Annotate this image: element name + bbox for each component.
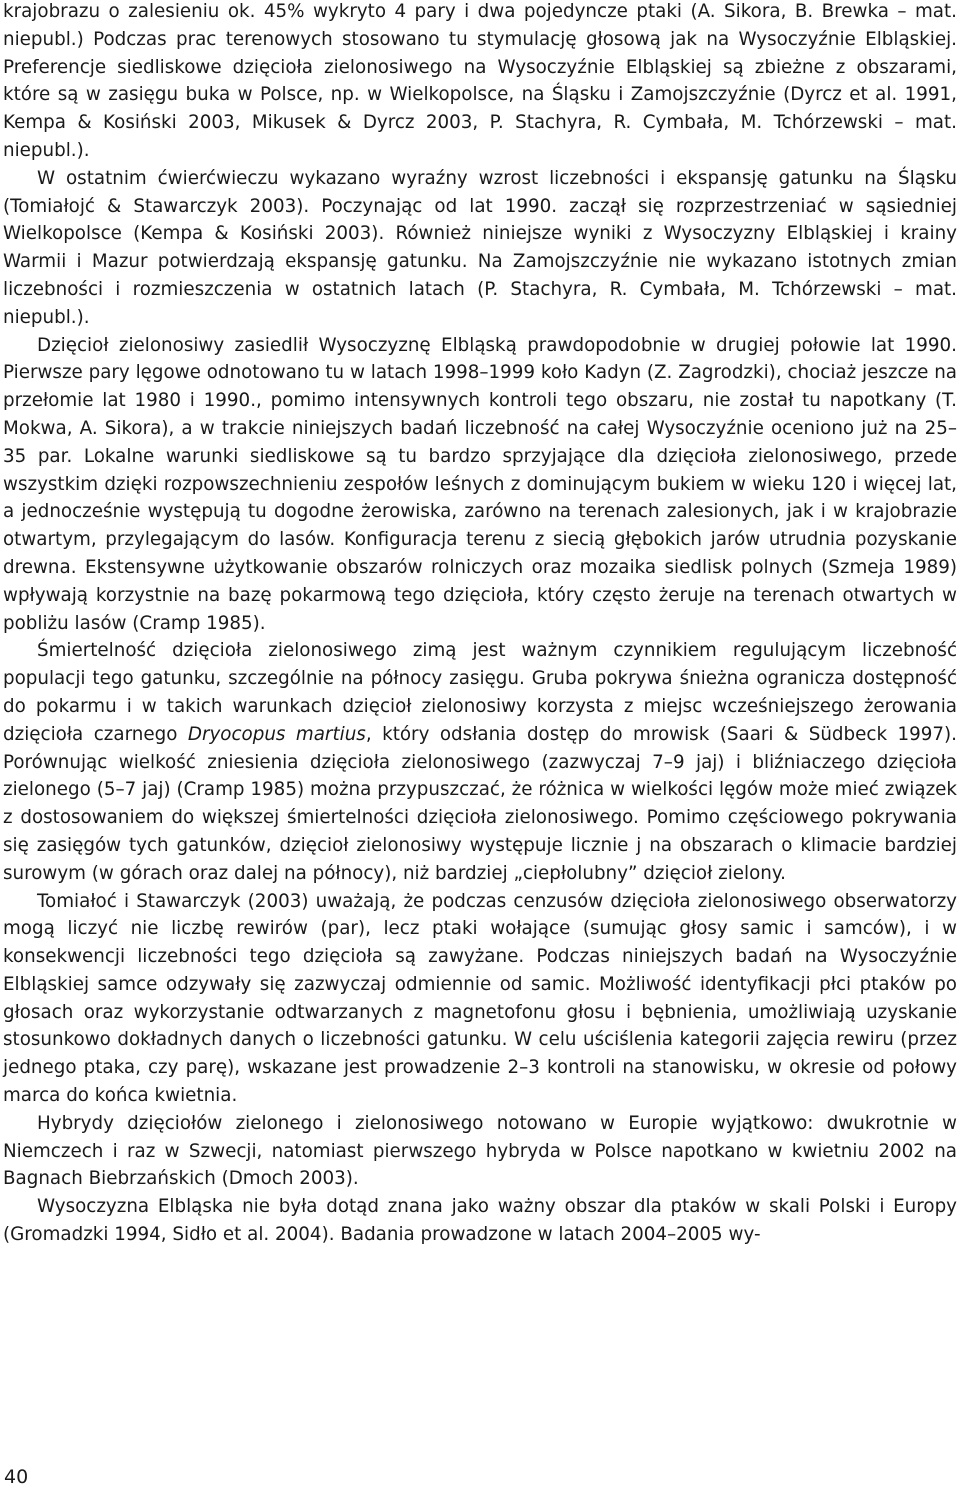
paragraph-7: Wysoczyzna Elbląska nie była dotąd znana jako ważny obszar dla ptaków w skali Polski i Europy (Gromadzki 1994, Sidło et al. 2004). Badania prowadzone w latach 2004–2005 wy-	[3, 1196, 957, 1246]
body-text	[3, 0, 957, 1249]
paragraph-2: W ostatnim ćwierćwieczu wykazano wyraźny wzrost liczebności i ekspansję gatunku na Śląsku (Tomiałojć & Stawarczyk 2003). Poczynając od lat 1990. zaczął się rozprzestrzeniać w sąsiedniej Wielkopolsce (Kempa & Kosiński 2003). Również niniejsze wyniki z Wysoczyzny Elbląskiej i krainy Warmii i Mazur potwierdzają ekspansję gatunku. Na Zamojszczyźnie nie wykazano istotnych zmian liczebności i rozmieszczenia w ostatnich latach (P. Stachyra, R. Cymbała, M. Tchórzewski – mat. niepubl.).	[3, 167, 957, 328]
species-name: Dryocopus martius	[187, 723, 366, 745]
page-number: 40	[4, 1466, 29, 1488]
paragraph-4-after: , który odsłania dostęp do mrowisk (Saari & Südbeck 1997). Porównując wielkość zniesienia dzięcioła zielonosiwego (zazwyczaj 7–9 jaj) i bliźniaczego dzięcioła zielonego (5–7 jaj) (Cramp 1985) można przypuszczać, że różnica w wielkości lęgów może mieć związek z dostosowaniem do większej śmiertelności dzięcioła zielonosiwego. Pomimo częściowego pokrywania się zasięgów tych gatunków, dzięcioł zielonosiwy występuje licznie j na obszarach o klimacie bardziej surowym (w górach oraz dalej na północy), niż bardziej „ciepłolubny” dzięcioł zielony.	[3, 723, 957, 884]
paragraph-3: Dzięcioł zielonosiwy zasiedlił Wysoczyznę Elbląską prawdopodobnie w drugiej połowie lat 1990. Pierwsze pary lęgowe odnotowano tu w latach 1998–1999 koło Kadyn (Z. Zagrodzki), chociaż jeszcze na przełomie lat 1980 i 1990., pomimo intensywnych kontroli tego obszaru, nie został tu napotkany (T. Mokwa, A. Sikora), a w trakcie niniejszych badań liczebność na całej Wysoczyźnie oceniono już na 25–35 par. Lokalne warunki siedliskowe są tu bardzo sprzyjające dla dzięcioła zielonosiwego, przede wszystkim dzięki rozpowszechnieniu zespołów leśnych z dominującym bukiem w wieku 120 i więcej lat, a jednocześnie występują tu dogodne żerowiska, zarówno na terenach zalesionych, jak i w krajobrazie otwartym, przylegającym do lasów. Konfiguracja terenu z siecią głębokich jarów utrudnia pozyskanie drewna. Ekstensywne użytkowanie obszarów rolniczych oraz mozaika siedlisk polnych (Szmeja 1989) wpływają korzystnie na bazę pokarmową tego dzięcioła, który często żeruje na terenach otwartych w pobliżu lasów (Cramp 1985).	[3, 334, 957, 634]
paragraph-4	[3, 637, 957, 887]
paragraph-4-before: Śmiertelność dzięcioła zielonosiwego zimą jest ważnym czynnikiem regulującym liczebność populacji tego gatunku, szczególnie na północy zasięgu. Gruba pokrywa śnieżna ogranicza dostępność do pokarmu i w takich warunkach dzięcioł zielonosiwy korzysta z miejsc wcześniejszego żerowania dzięcioła czarnego	[3, 640, 957, 745]
paragraph-1: krajobrazu o zalesieniu ok. 45% wykryto 4 pary i dwa pojedyncze ptaki (A. Sikora, B. Brewka – mat. niepubl.) Podczas prac terenowych stosowano tu stymulację głosową jak na Wysoczyźnie Elbląskiej. Preferencje siedliskowe dzięcioła zielonosiwego na Wysoczyźnie Elbląskiej są zbieżne z obszarami, które są w zasięgu buka w Polsce, np. w Wielkopolsce, na Śląsku i Zamojszczyźnie (Dyrcz et al. 1991, Kempa & Kosiński 2003, Mikusek & Dyrcz 2003, P. Stachyra, R. Cymbała, M. Tchórzewski – mat. niepubl.).	[3, 1, 957, 161]
paragraph-6: Hybrydy dzięciołów zielonego i zielonosiwego notowano w Europie wyjątkowo: dwukrotnie w Niemczech i raz w Szwecji, natomiast pierwszego hybryda w Polsce napotkano w kwietniu 2002 na Bagnach Biebrzańskich (Dmoch 2003).	[3, 1112, 957, 1190]
paragraph-5: Tomiałoć i Stawarczyk (2003) uważają, że podczas cenzusów dzięcioła zielonosiwego obserwatorzy mogą liczyć nie liczbę rewirów (par), lecz ptaki wołające (sumując głosy samic i samców), i w konsekwencji liczebności tego dzięcioła są zawyżane. Podczas niniejszych badań na Wysoczyźnie Elbląskiej samce odzywały się zazwyczaj odmiennie od samic. Możliwość identyfikacji płci ptaków po głosach oraz wykorzystanie odtwarzanych z magnetofonu głosu i bębnienia, umożliwiają uzyskanie stosunkowo dokładnych danych o liczebności gatunku. W celu uściślenia kategorii zajęcia rewiru (przez jednego ptaka, czy parę), wskazane jest prowadzenie 2–3 kontroli na stanowisku, w okresie od połowy marca do końca kwietnia.	[3, 890, 957, 1107]
